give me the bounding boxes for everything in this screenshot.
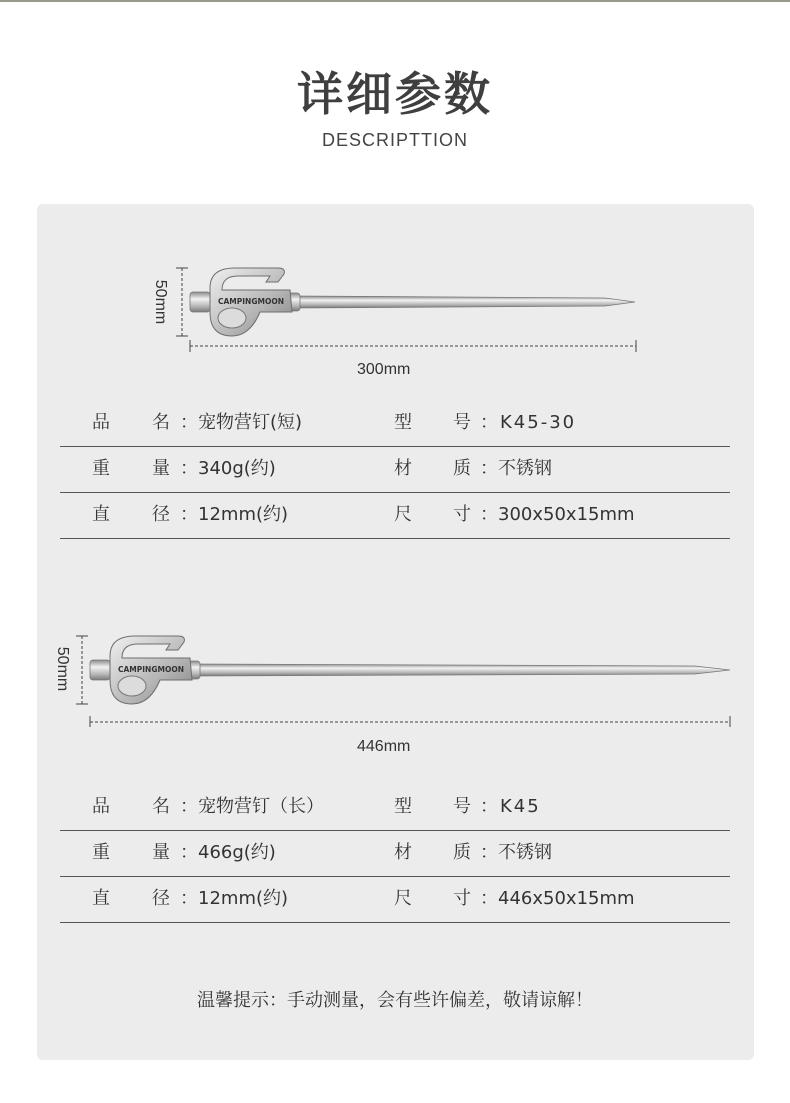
spec-key: 型 bbox=[394, 796, 412, 817]
spec-key: 量 bbox=[152, 458, 170, 479]
spec-key: 尺 bbox=[394, 504, 412, 525]
spec-value: ：300x50x15mm bbox=[480, 504, 635, 525]
spec-key: 材 bbox=[394, 458, 412, 479]
height-dimension-label: 50mm bbox=[152, 279, 170, 325]
spec-value: ：不锈钢 bbox=[480, 458, 552, 479]
top-divider bbox=[0, 0, 790, 2]
spec-key: 重 bbox=[92, 842, 110, 863]
spec-row bbox=[60, 492, 730, 539]
spec-key: 型 bbox=[394, 412, 412, 433]
measurement-tip: 温馨提示：手动测量，会有些许偏差，敬请谅解！ bbox=[197, 990, 593, 1011]
length-dimension-label: 446mm bbox=[357, 738, 411, 755]
spec-value: ：不锈钢 bbox=[480, 842, 552, 863]
spec-key: 质 bbox=[453, 458, 471, 479]
spec-key: 材 bbox=[394, 842, 412, 863]
spec-value: ：12mm(约) bbox=[180, 504, 289, 525]
spec-value: ：宠物营钉(短) bbox=[180, 412, 303, 433]
spec-value: ：466g(约) bbox=[180, 842, 276, 863]
spec-key: 重 bbox=[92, 458, 110, 479]
spec-key: 直 bbox=[92, 888, 110, 909]
spec-key: 名 bbox=[152, 412, 170, 433]
tent-peg-long-image bbox=[40, 628, 740, 728]
spec-row bbox=[60, 830, 730, 877]
length-dimension-label: 300mm bbox=[357, 361, 411, 378]
spec-key: 径 bbox=[152, 888, 170, 909]
spec-key: 尺 bbox=[394, 888, 412, 909]
spec-key: 品 bbox=[92, 412, 110, 433]
spec-key: 品 bbox=[92, 796, 110, 817]
spec-key: 直 bbox=[92, 504, 110, 525]
height-dimension-label: 50mm bbox=[54, 646, 72, 692]
page-title: 详细参数 bbox=[297, 67, 493, 121]
spec-value: ：K45 bbox=[480, 796, 541, 817]
spec-row bbox=[60, 784, 730, 831]
spec-value: ：340g(约) bbox=[180, 458, 276, 479]
spec-row bbox=[60, 400, 730, 447]
spec-value: ：12mm(约) bbox=[180, 888, 289, 909]
spec-key: 号 bbox=[453, 796, 471, 817]
spec-key: 寸 bbox=[453, 888, 471, 909]
spec-key: 名 bbox=[152, 796, 170, 817]
peg-brand-text: CAMPINGMOON bbox=[218, 297, 284, 306]
spec-key: 寸 bbox=[453, 504, 471, 525]
tent-peg-short-image bbox=[140, 260, 660, 360]
spec-key: 号 bbox=[453, 412, 471, 433]
spec-value: ：宠物营钉（长） bbox=[180, 796, 324, 817]
spec-key: 质 bbox=[453, 842, 471, 863]
spec-value: ：K45-30 bbox=[480, 412, 577, 433]
spec-key: 径 bbox=[152, 504, 170, 525]
spec-value: ：446x50x15mm bbox=[480, 888, 635, 909]
peg-brand-text: CAMPINGMOON bbox=[118, 665, 184, 674]
page-subtitle: DESCRIPTTION bbox=[321, 130, 468, 150]
spec-key: 量 bbox=[152, 842, 170, 863]
spec-row bbox=[60, 876, 730, 923]
spec-row bbox=[60, 446, 730, 493]
